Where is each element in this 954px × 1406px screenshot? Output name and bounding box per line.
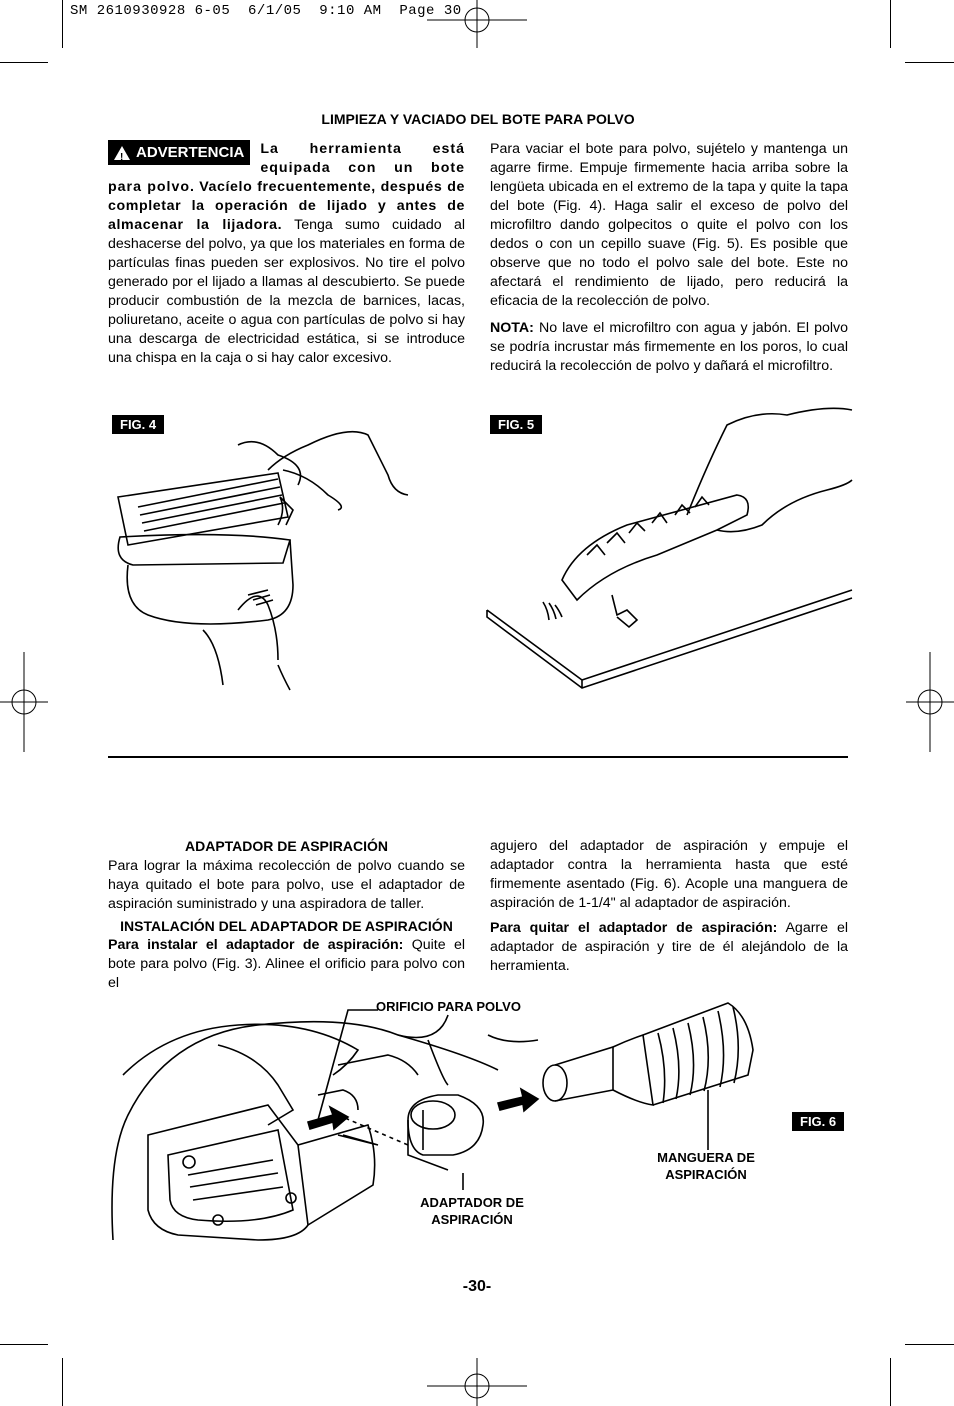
crop-mark <box>890 1358 891 1406</box>
right-column-cleaning <box>490 140 848 376</box>
nota-label: NOTA: <box>490 320 534 336</box>
nota-paragraph <box>490 319 848 376</box>
callout-adaptador-line1: ADAPTADOR DE <box>420 1195 524 1210</box>
fig5-label: FIG. 5 <box>490 415 542 434</box>
crop-mark <box>62 1358 63 1406</box>
remove-label: Para quitar el adaptador de aspiración: <box>490 920 778 936</box>
fig4-label: FIG. 4 <box>112 415 164 434</box>
fig4-illustration <box>108 415 408 690</box>
page-number: -30- <box>462 1278 492 1295</box>
install-label: Para instalar el adaptador de aspiración: <box>108 937 404 953</box>
section-title-cleaning: LIMPIEZA Y VACIADO DEL BOTE PARA POLVO <box>321 111 635 127</box>
crop-mark <box>0 62 48 63</box>
install-text: Quite el bote para polvo (Fig. 3). Alinee el orificio para polvo con el <box>108 937 465 991</box>
crop-mark <box>905 62 954 63</box>
registration-mark-bottom <box>427 1356 527 1406</box>
warning-bold-2: Vacíelo frecuentemente, después de completar la operación de lijado y antes de almacenar la lijadora. <box>108 179 465 233</box>
fig6-illustration <box>108 995 768 1250</box>
crop-mark <box>0 1344 48 1345</box>
crop-mark <box>890 0 891 48</box>
fig6-label: FIG. 6 <box>792 1112 844 1131</box>
warning-label: ADVERTENCIA <box>136 144 245 161</box>
fig5-illustration <box>487 405 852 680</box>
callout-orificio: ORIFICIO PARA POLVO <box>376 999 521 1014</box>
crop-mark <box>62 0 63 48</box>
section-divider <box>108 756 848 758</box>
adapter-left-column <box>108 837 465 993</box>
registration-mark-left <box>0 652 50 752</box>
adapter-intro: Para lograr la máxima recolección de polvo cuando se haya quitado el bote para polvo, use el adaptador de aspiración suministrado y una aspiradora de taller. <box>108 858 465 912</box>
install-paragraph <box>108 936 465 993</box>
adapter-right-column <box>490 837 848 976</box>
nota-text: No lave el microfiltro con agua y jabón. El polvo se podría incrustar más firmemente en los poros, lo cual reducirá la recolección de polvo y dañará el microfiltro. <box>490 320 848 374</box>
callout-manguera-line2: ASPIRACIÓN <box>665 1167 747 1182</box>
cleaning-paragraph: Para vaciar el bote para polvo, sujételo y mantenga un agarre firme. Empuje firmemente hacia arriba sobre la lengüeta ubicada en el extremo de la tapa y quite la tapa del bote (Fig. 4). Haga salir el exceso de polvo del microfiltro dando golpecitos o quite el polvo con los dedos o con un cepillo suave (Fig. 5). Es posible que observe que no todo el polvo sale del bote. Este no afectará el rendimiento de lijado, pero reducirá la eficacia de la recolección de polvo. <box>490 141 848 309</box>
warning-triangle-icon <box>114 146 130 160</box>
remove-text: Agarre el adaptador de aspiración y tire de él alejándolo de la herramienta. <box>490 920 848 974</box>
registration-mark-right <box>904 652 954 752</box>
warning-column <box>108 140 465 368</box>
warning-bold-1: La herramienta está equipada con un bote para polvo. <box>108 141 465 195</box>
warning-text: Tenga sumo cuidado al deshacerse del polvo, ya que los materiales en forma de partículas finas pueden ser explosivos. No tire el polvo generado por el lijado a llamas al descubierto. Se puede producir combustión de la mezcla de barnices, lacas, poliuretano, aceite o agua con partículas de polvo si hay una descarga de electricidad estática, si se introduce una chispa en la caja o si hay calor excesivo. <box>108 217 465 366</box>
adapter-title: ADAPTADOR DE ASPIRACIÓN <box>184 838 388 854</box>
callout-adaptador-line2: ASPIRACIÓN <box>431 1212 513 1227</box>
remove-paragraph <box>490 919 848 976</box>
crop-mark <box>905 1344 954 1345</box>
registration-mark-top <box>427 0 527 50</box>
install-continued: agujero del adaptador de aspiración y empuje el adaptador contra la herramienta hasta que esté firmemente asentado (Fig. 6). Acople una manguera de aspiración de 1-1/4" al adaptador de aspiración. <box>490 838 848 911</box>
warning-label-box <box>108 140 250 165</box>
adapter-subtitle: INSTALACIÓN DEL ADAPTADOR DE ASPIRACIÓN <box>120 918 453 934</box>
callout-manguera-line1: MANGUERA DE <box>657 1150 755 1165</box>
print-slug: SM 2610930928 6-05 6/1/05 9:10 AM Page 30 <box>70 3 462 19</box>
